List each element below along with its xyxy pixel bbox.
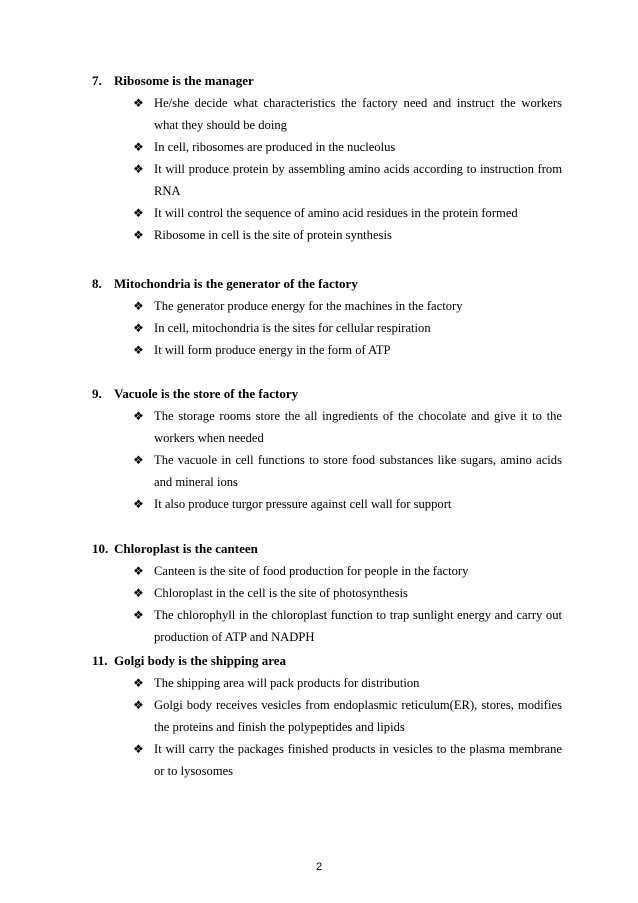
- list-item: [92, 738, 562, 782]
- list-item: [92, 202, 562, 224]
- diamond-bullet-icon: ❖: [133, 343, 144, 357]
- diamond-bullet-icon: ❖: [133, 453, 144, 467]
- list-item: [92, 405, 562, 449]
- bullet-list: [92, 92, 562, 246]
- list-item: [92, 694, 562, 738]
- section-heading: [92, 652, 562, 670]
- bullet-text: It will form produce energy in the form of ATP: [154, 343, 391, 357]
- list-item: [92, 582, 562, 604]
- diamond-bullet-icon: ❖: [133, 228, 144, 242]
- bullet-text: In cell, mitochondria is the sites for cellular respiration: [154, 321, 431, 335]
- bullet-text: It also produce turgor pressure against cell wall for support: [154, 497, 452, 511]
- diamond-bullet-icon: ❖: [133, 586, 144, 600]
- bullet-text: The chlorophyll in the chloroplast function to trap sunlight energy and carry out production of ATP and NADPH: [154, 608, 562, 644]
- section-chloroplast: [92, 540, 562, 648]
- bullet-text: It will control the sequence of amino acid residues in the protein formed: [154, 206, 518, 220]
- section-number: 11.: [92, 653, 108, 668]
- section-heading: [92, 275, 562, 293]
- diamond-bullet-icon: ❖: [133, 608, 144, 622]
- bullet-text: The storage rooms store the all ingredients of the chocolate and give it to the workers when needed: [154, 409, 562, 445]
- bullet-text: It will produce protein by assembling amino acids according to instruction from RNA: [154, 162, 562, 198]
- section-vacuole: [92, 385, 562, 515]
- section-title: Mitochondria is the generator of the factory: [114, 276, 358, 291]
- section-title: Vacuole is the store of the factory: [114, 386, 299, 401]
- list-item: [92, 604, 562, 648]
- bullet-text: Ribosome in cell is the site of protein synthesis: [154, 228, 392, 242]
- section-heading: [92, 540, 562, 558]
- diamond-bullet-icon: ❖: [133, 676, 144, 690]
- section-heading: [92, 72, 562, 90]
- section-number: 9.: [92, 386, 102, 401]
- diamond-bullet-icon: ❖: [133, 162, 144, 176]
- list-item: [92, 672, 562, 694]
- list-item: [92, 493, 562, 515]
- list-item: [92, 224, 562, 246]
- list-item: [92, 92, 562, 136]
- list-item: [92, 295, 562, 317]
- diamond-bullet-icon: ❖: [133, 96, 144, 110]
- diamond-bullet-icon: ❖: [133, 321, 144, 335]
- bullet-list: [92, 405, 562, 515]
- list-item: [92, 136, 562, 158]
- bullet-text: It will carry the packages finished products in vesicles to the plasma membrane or to lysosomes: [154, 742, 562, 778]
- section-heading: [92, 385, 562, 403]
- section-golgi-body: [92, 652, 562, 782]
- diamond-bullet-icon: ❖: [133, 698, 144, 712]
- diamond-bullet-icon: ❖: [133, 497, 144, 511]
- diamond-bullet-icon: ❖: [133, 140, 144, 154]
- bullet-text: The shipping area will pack products for distribution: [154, 676, 420, 690]
- section-title: Chloroplast is the canteen: [114, 541, 258, 556]
- diamond-bullet-icon: ❖: [133, 742, 144, 756]
- section-title: Ribosome is the manager: [114, 73, 254, 88]
- bullet-list: [92, 295, 562, 361]
- page-number: 2: [315, 861, 323, 873]
- list-item: [92, 449, 562, 493]
- list-item: [92, 317, 562, 339]
- diamond-bullet-icon: ❖: [133, 409, 144, 423]
- section-ribosome: [92, 72, 562, 246]
- list-item: [92, 339, 562, 361]
- section-number: 10.: [92, 541, 109, 556]
- bullet-text: Chloroplast in the cell is the site of photosynthesis: [154, 586, 408, 600]
- list-item: [92, 158, 562, 202]
- bullet-text: Canteen is the site of food production for people in the factory: [154, 564, 469, 578]
- list-item: [92, 560, 562, 582]
- section-title: Golgi body is the shipping area: [114, 653, 287, 668]
- section-number: 8.: [92, 276, 102, 291]
- diamond-bullet-icon: ❖: [133, 206, 144, 220]
- bullet-text: The vacuole in cell functions to store food substances like sugars, amino acids and mineral ions: [154, 453, 562, 489]
- bullet-list: [92, 560, 562, 648]
- diamond-bullet-icon: ❖: [133, 564, 144, 578]
- section-number: 7.: [92, 73, 102, 88]
- section-mitochondria: [92, 275, 562, 361]
- bullet-list: [92, 672, 562, 782]
- bullet-text: He/she decide what characteristics the factory need and instruct the workers what they should be doing: [154, 96, 562, 132]
- bullet-text: In cell, ribosomes are produced in the nucleolus: [154, 140, 396, 154]
- bullet-text: The generator produce energy for the machines in the factory: [154, 299, 463, 313]
- bullet-text: Golgi body receives vesicles from endoplasmic reticulum(ER), stores, modifies the proteins and finish the polypeptides and lipids: [154, 698, 562, 734]
- diamond-bullet-icon: ❖: [133, 299, 144, 313]
